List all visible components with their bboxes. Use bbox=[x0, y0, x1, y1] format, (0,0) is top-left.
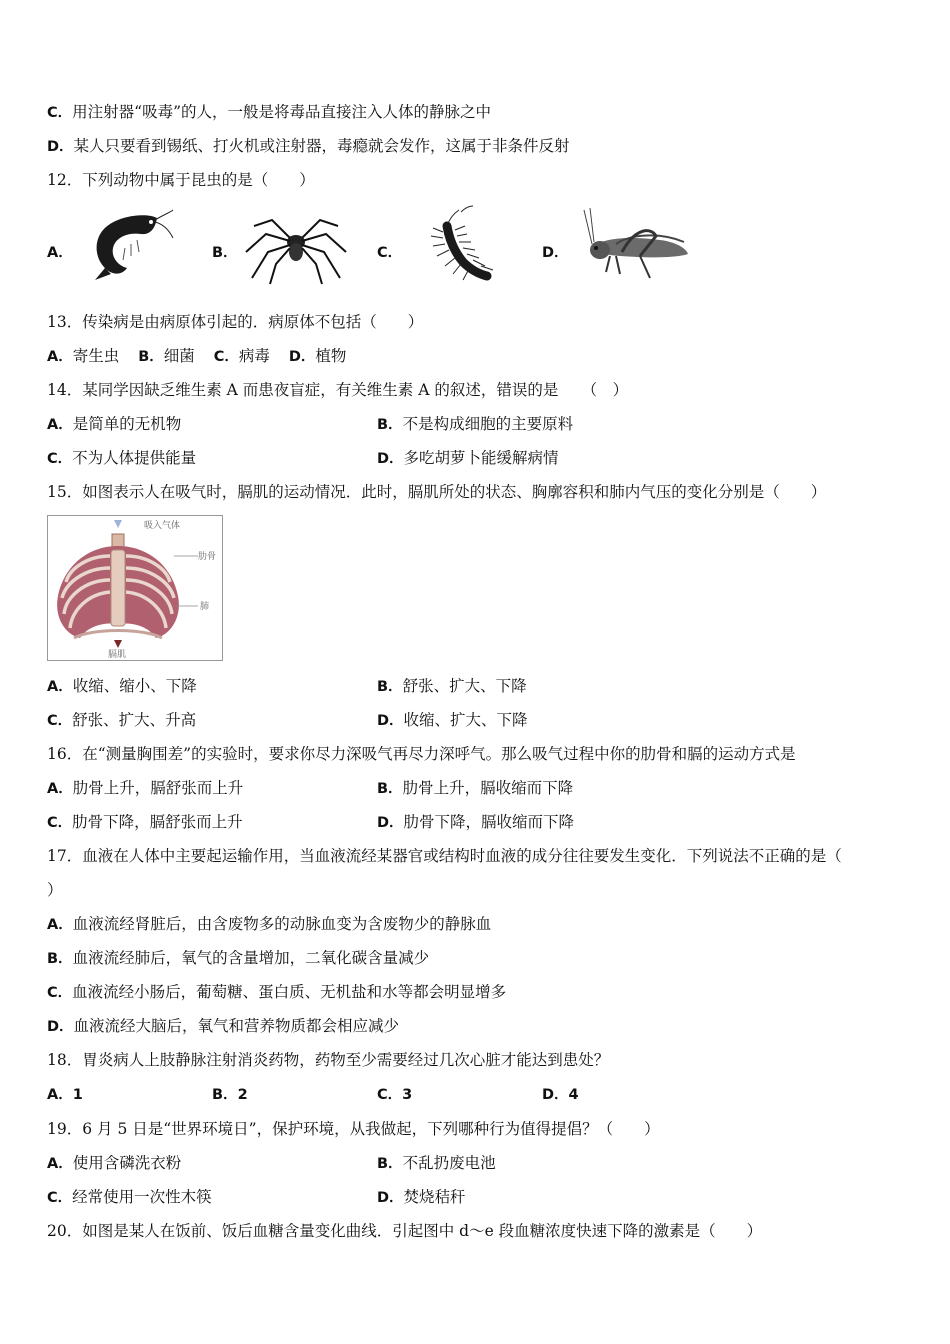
q13-stem: 13．传染病是由病原体引起的．病原体不包括（ ） bbox=[47, 313, 424, 331]
q19-option-a-label: A． bbox=[47, 1156, 73, 1172]
q13-option-a-text: 寄生虫 bbox=[72, 347, 120, 365]
diaphragm-arrow-icon bbox=[114, 640, 122, 648]
q14-option-b[interactable] bbox=[377, 414, 573, 435]
q14-option-d[interactable] bbox=[377, 448, 559, 469]
q13-option-b-text: 细菌 bbox=[163, 347, 195, 365]
q14-option-b-text: 不是构成细胞的主要原料 bbox=[402, 415, 574, 433]
q17-option-c[interactable] bbox=[47, 982, 506, 1003]
q13-option-c-text: 病毒 bbox=[238, 347, 270, 365]
q18-option-c-label: C． bbox=[377, 1087, 403, 1103]
q19-option-c-text: 经常使用一次性木筷 bbox=[72, 1188, 212, 1206]
q13-option-d-text: 植物 bbox=[315, 347, 347, 365]
q14-option-c-label: C． bbox=[47, 451, 73, 467]
q17-option-b-label: B． bbox=[47, 951, 73, 967]
q16-option-d-label: D． bbox=[377, 815, 404, 831]
q13-option-c-label: C． bbox=[213, 349, 239, 365]
q20-stem: 20．如图是某人在饭前、饭后血糖含量变化曲线．引起图中 d～e 段血糖浓度快速下降的激素是（ ） bbox=[47, 1222, 763, 1240]
q13-option-a[interactable] bbox=[47, 347, 119, 365]
q17-option-c-text: 血液流经小肠后，葡萄糖、蛋白质、无机盐和水等都会明显增多 bbox=[72, 983, 507, 1001]
q11-option-d-label: D． bbox=[47, 139, 74, 155]
q14-option-b-label: B． bbox=[377, 417, 403, 433]
q11-option-d[interactable] bbox=[47, 136, 570, 157]
ribcage-diagram bbox=[47, 515, 223, 661]
q11-option-c[interactable] bbox=[47, 102, 491, 123]
q17-option-d[interactable] bbox=[47, 1016, 399, 1037]
q19-option-d-label: D． bbox=[377, 1190, 404, 1206]
figure-label-lung: 肺 bbox=[200, 602, 210, 612]
q19-option-d[interactable] bbox=[377, 1187, 466, 1208]
q13-option-b-label: B． bbox=[138, 349, 164, 365]
q16-stem: 16．在“测量胸围差”的实验时，要求你尽力深吸气再尽力深呼气。那么吸气过程中你的肋骨和膈的运动方式是 bbox=[47, 745, 796, 763]
q12-option-b-label: B． bbox=[212, 245, 238, 261]
q17-option-a-label: A． bbox=[47, 917, 73, 933]
q15-option-c[interactable] bbox=[47, 710, 196, 731]
q13-options bbox=[47, 346, 346, 367]
q18-option-a[interactable] bbox=[47, 1084, 83, 1105]
q15-option-a-text: 收缩、缩小、下降 bbox=[72, 677, 197, 695]
q16-option-a-label: A． bbox=[47, 781, 73, 797]
q17-option-a-text: 血液流经肾脏后，由含废物多的动脉血变为含废物少的静脉血 bbox=[72, 915, 492, 933]
q15-option-a[interactable] bbox=[47, 676, 197, 697]
q18-option-c-text: 3 bbox=[402, 1087, 413, 1103]
q14-option-d-label: D． bbox=[377, 451, 404, 467]
centipede-icon bbox=[403, 204, 503, 286]
q15-option-c-label: C． bbox=[47, 713, 73, 729]
q18-option-d[interactable] bbox=[542, 1084, 579, 1105]
q12-option-d[interactable] bbox=[542, 242, 569, 263]
q16-option-a[interactable] bbox=[47, 778, 243, 799]
figure-label-diaphragm: 膈肌 bbox=[108, 650, 127, 660]
q14-option-a-text: 是简单的无机物 bbox=[72, 415, 182, 433]
q16-option-c-label: C． bbox=[47, 815, 73, 831]
q16-option-a-text: 肋骨上升，膈舒张而上升 bbox=[72, 779, 244, 797]
q15-option-d[interactable] bbox=[377, 710, 528, 731]
q12-option-a-label: A． bbox=[47, 245, 73, 261]
q19-option-a[interactable] bbox=[47, 1153, 181, 1174]
q16-option-b-text: 肋骨上升，膈收缩而下降 bbox=[402, 779, 574, 797]
q17-option-d-text: 血液流经大脑后，氧气和营养物质都会相应减少 bbox=[73, 1017, 400, 1035]
q15-option-c-text: 舒张、扩大、升高 bbox=[72, 711, 197, 729]
q11-option-d-text: 某人只要看到锡纸、打火机或注射器，毒瘾就会发作，这属于非条件反射 bbox=[73, 137, 570, 155]
inhale-arrow-icon bbox=[114, 520, 122, 528]
q14-option-c-text: 不为人体提供能量 bbox=[72, 449, 197, 467]
q13-option-a-label: A． bbox=[47, 349, 73, 365]
q15-option-d-label: D． bbox=[377, 713, 404, 729]
q19-stem: 19．6 月 5 日是“世界环境日”，保护环境，从我做起，下列哪种行为值得提倡？（ ） bbox=[47, 1120, 660, 1138]
q13-option-b[interactable] bbox=[138, 347, 195, 365]
q13-option-d-label: D． bbox=[288, 349, 316, 365]
q15-option-b[interactable] bbox=[377, 676, 527, 697]
q12-stem: 12．下列动物中属于昆虫的是（ ） bbox=[47, 171, 315, 189]
q17-option-c-label: C． bbox=[47, 985, 73, 1001]
q17-option-d-label: D． bbox=[47, 1019, 74, 1035]
q17-option-b-text: 血液流经肺后，氧气的含量增加，二氧化碳含量减少 bbox=[72, 949, 430, 967]
q12-option-b[interactable] bbox=[212, 242, 238, 263]
q17-option-b[interactable] bbox=[47, 948, 429, 969]
q18-option-b-text: 2 bbox=[237, 1087, 248, 1103]
q13-option-d[interactable] bbox=[289, 347, 347, 365]
q16-option-c[interactable] bbox=[47, 812, 243, 833]
q18-option-b-label: B． bbox=[212, 1087, 238, 1103]
q18-option-d-text: 4 bbox=[568, 1087, 579, 1103]
q12-option-c-label: C． bbox=[377, 245, 403, 261]
q11-option-c-label: C． bbox=[47, 105, 73, 121]
q15-stem: 15．如图表示人在吸气时，膈肌的运动情况．此时，膈肌所处的状态、胸廓容积和肺内气压的变化分别是（ ） bbox=[47, 483, 827, 501]
q14-option-c[interactable] bbox=[47, 448, 196, 469]
q14-option-a[interactable] bbox=[47, 414, 181, 435]
q19-option-a-text: 使用含磷洗衣粉 bbox=[72, 1154, 182, 1172]
q13-option-c[interactable] bbox=[214, 347, 270, 365]
q17-stem: 17．血液在人体中主要起运输作用，当血液流经某器官或结构时血液的成分往往要发生变化．下列说法不正确的是（ bbox=[47, 847, 842, 865]
q19-option-c[interactable] bbox=[47, 1187, 212, 1208]
q14-stem: 14．某同学因缺乏维生素 A 而患夜盲症，有关维生素 A 的叙述，错误的是 （ ） bbox=[47, 381, 629, 399]
spider-icon bbox=[242, 206, 350, 286]
figure-label-inhale: 吸入气体 bbox=[144, 521, 181, 531]
q16-option-d-text: 肋骨下降，膈收缩而下降 bbox=[403, 813, 575, 831]
q16-option-c-text: 肋骨下降，膈舒张而上升 bbox=[72, 813, 243, 831]
shrimp-icon bbox=[85, 208, 175, 284]
q12-option-d-label: D． bbox=[542, 245, 569, 261]
q19-option-d-text: 焚烧秸秆 bbox=[403, 1188, 466, 1206]
q19-option-c-label: C． bbox=[47, 1190, 73, 1206]
q18-stem: 18．胃炎病人上肢静脉注射消炎药物，药物至少需要经过几次心脏才能达到患处？ bbox=[47, 1051, 610, 1069]
q18-option-d-label: D． bbox=[542, 1087, 569, 1103]
q12-option-a[interactable] bbox=[47, 242, 73, 263]
grasshopper-icon bbox=[580, 206, 692, 282]
q19-option-b-text: 不乱扔废电池 bbox=[402, 1154, 496, 1172]
q19-option-b-label: B． bbox=[377, 1156, 403, 1172]
q18-option-c[interactable] bbox=[377, 1084, 412, 1105]
q16-option-d[interactable] bbox=[377, 812, 574, 833]
q15-option-a-label: A． bbox=[47, 679, 73, 695]
q15-option-d-text: 收缩、扩大、下降 bbox=[403, 711, 528, 729]
q18-option-b[interactable] bbox=[212, 1084, 248, 1105]
q15-option-b-label: B． bbox=[377, 679, 403, 695]
figure-label-rib: 肋骨 bbox=[198, 552, 217, 562]
q18-option-a-text: 1 bbox=[72, 1087, 83, 1103]
q15-option-b-text: 舒张、扩大、下降 bbox=[402, 677, 527, 695]
q19-option-b[interactable] bbox=[377, 1153, 496, 1174]
q17-option-a[interactable] bbox=[47, 914, 491, 935]
q14-option-a-label: A． bbox=[47, 417, 73, 433]
q16-option-b[interactable] bbox=[377, 778, 573, 799]
q11-option-c-text: 用注射器“吸毒”的人，一般是将毒品直接注入人体的静脉之中 bbox=[72, 103, 492, 121]
q16-option-b-label: B． bbox=[377, 781, 403, 797]
q18-option-a-label: A． bbox=[47, 1087, 73, 1103]
q17-stem-continued: ） bbox=[47, 881, 63, 899]
q14-option-d-text: 多吃胡萝卜能缓解病情 bbox=[403, 449, 559, 467]
q12-option-c[interactable] bbox=[377, 242, 402, 263]
